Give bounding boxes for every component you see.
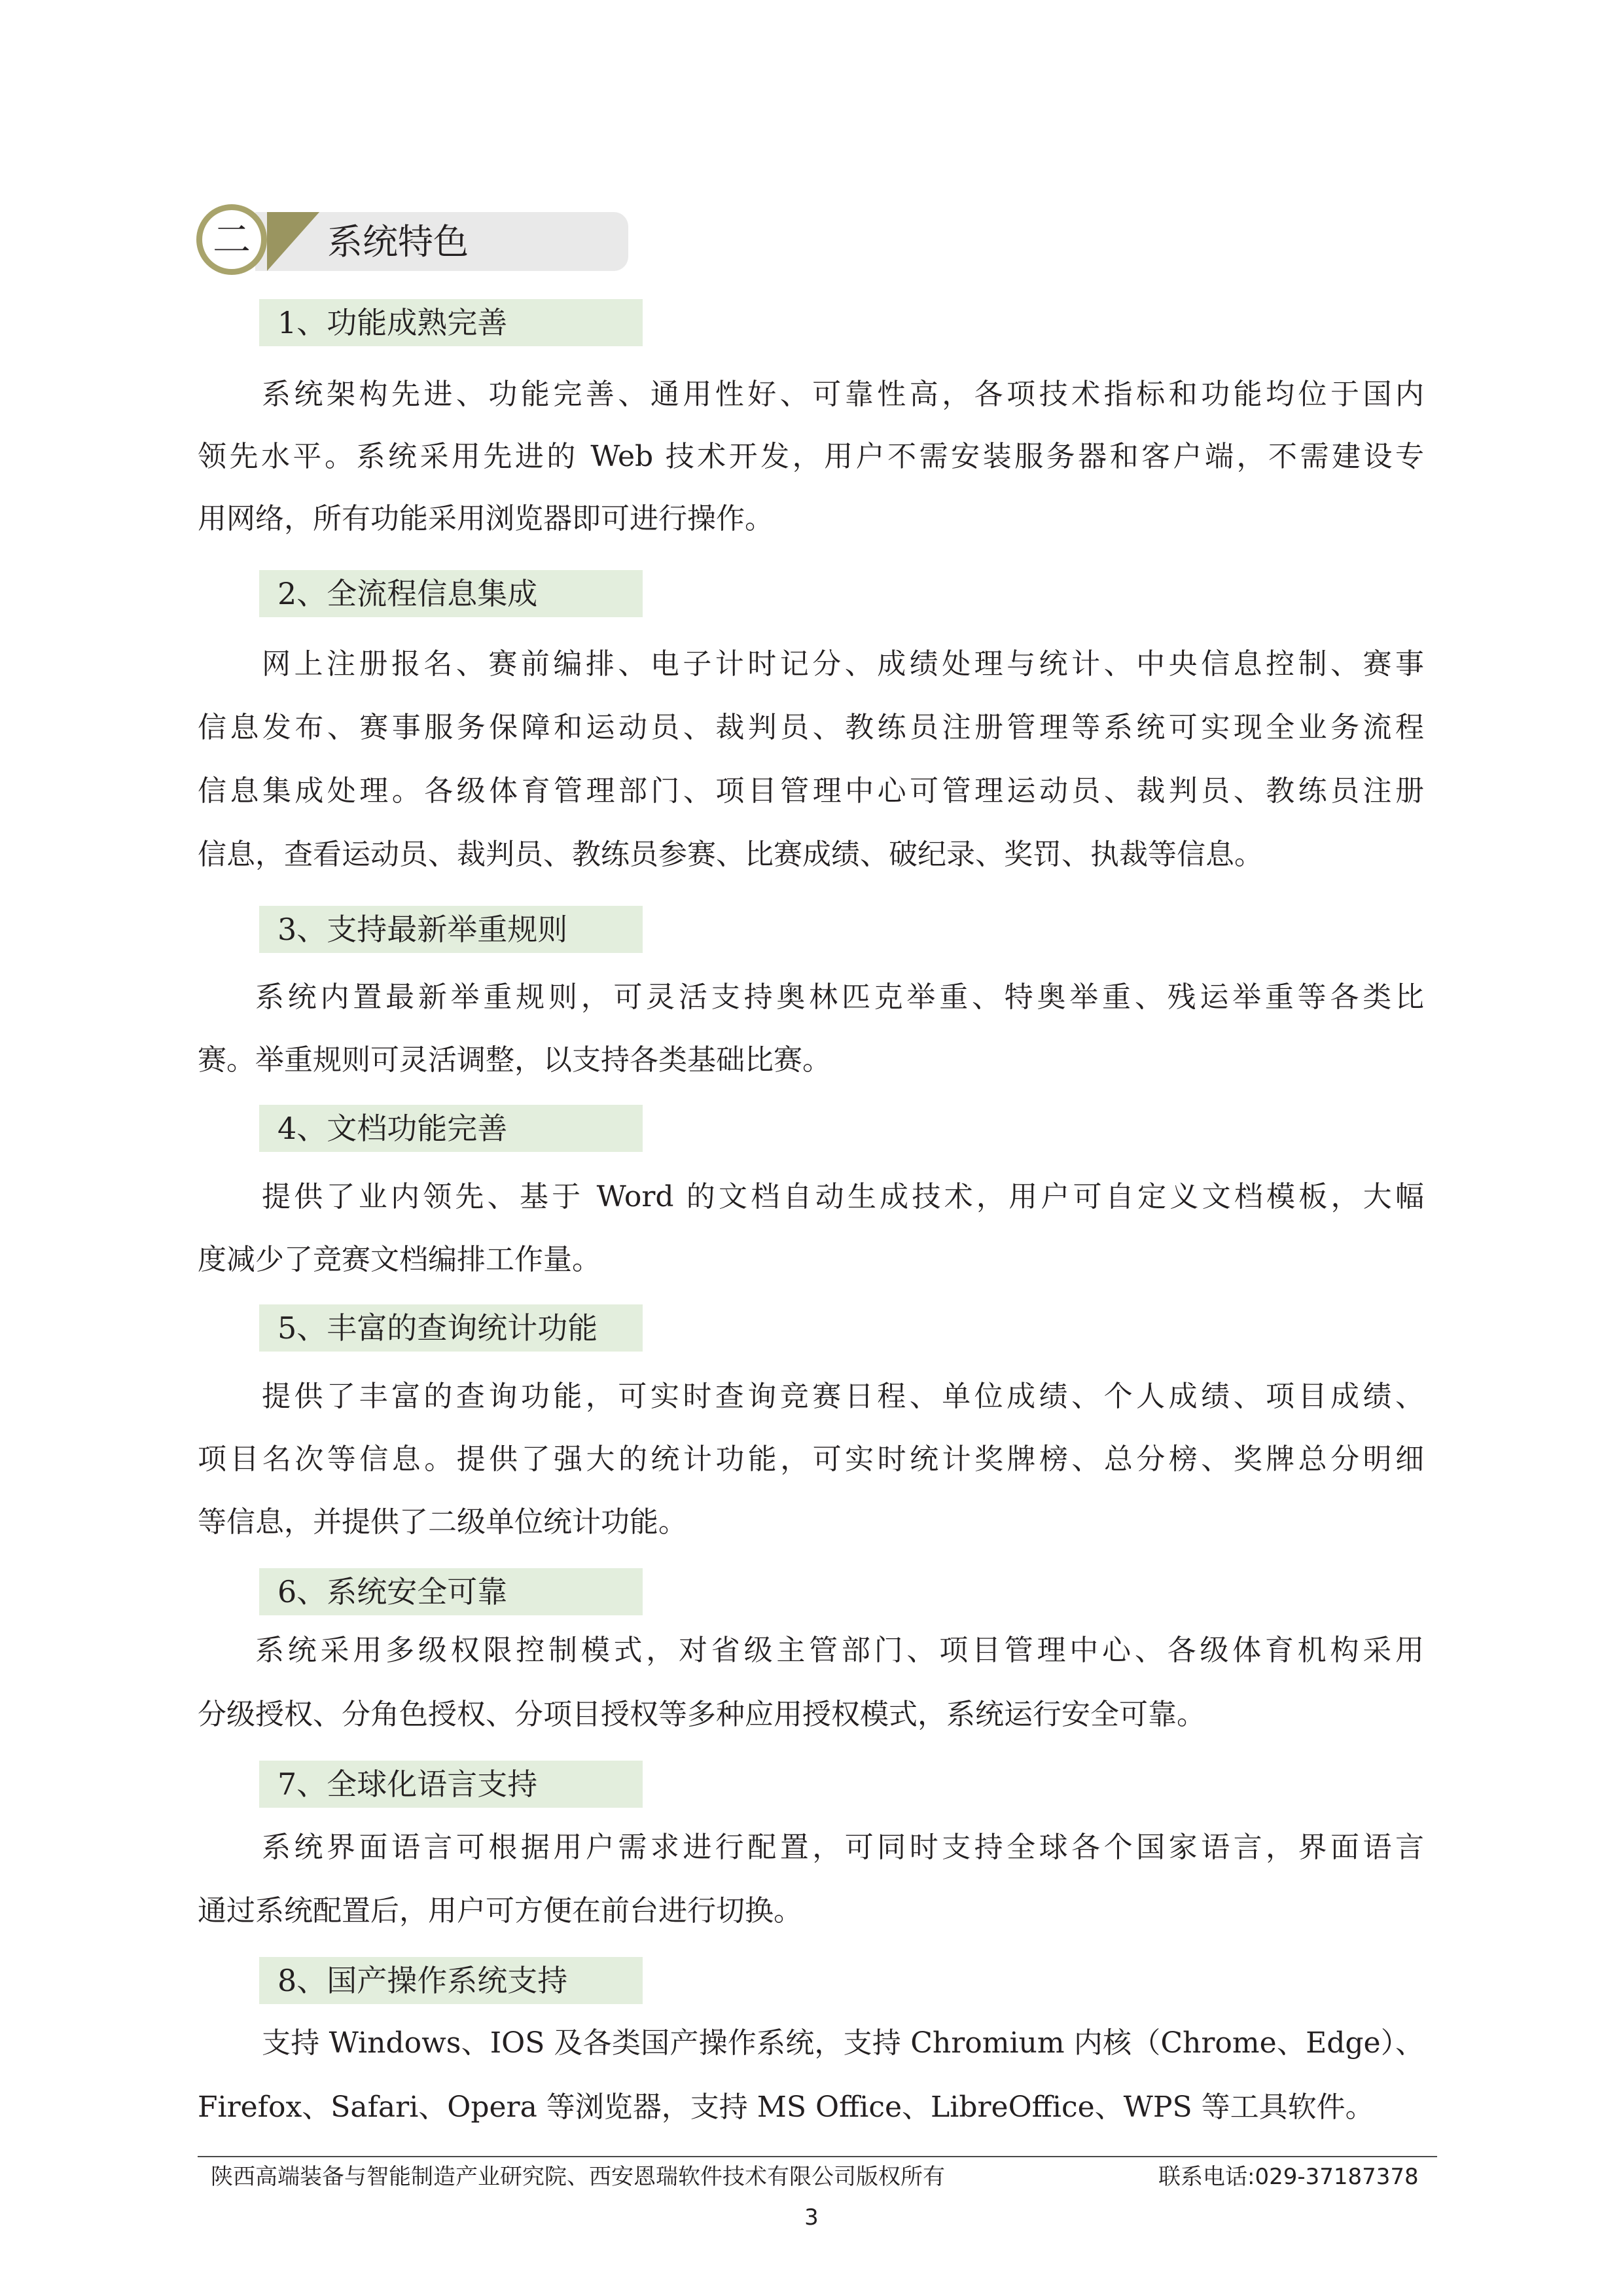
paragraph-line: 系统架构先进、功能完善、通用性好、可靠性高，各项技术指标和功能均位于国内 <box>262 378 1424 411</box>
paragraph-line: 系统采用多级权限控制模式，对省级主管部门、项目管理中心、各级体育机构采用 <box>255 1634 1424 1667</box>
subheading-4: 4、文档功能完善 <box>259 1105 643 1152</box>
paragraph-line: 领先水平。系统采用先进的 Web 技术开发，用户不需安装服务器和客户端，不需建设专 <box>198 440 1424 473</box>
paragraph-line: 信息，查看运动员、裁判员、教练员参赛、比赛成绩、破纪录、奖罚、执裁等信息。 <box>198 838 1263 871</box>
paragraph-line: 支持 Windows、IOS 及各类国产操作系统，支持 Chromium 内核（Chrome、Edge）、 <box>262 2026 1424 2060</box>
section-number: 二 <box>212 217 251 262</box>
paragraph-line: 网上注册报名、赛前编排、电子计时记分、成绩处理与统计、中央信息控制、赛事 <box>262 647 1424 681</box>
footer-divider <box>198 2156 1437 2157</box>
paragraph-line: 提供了丰富的查询功能，可实时查询竞赛日程、单位成绩、个人成绩、项目成绩、 <box>262 1380 1424 1413</box>
paragraph-line: 信息发布、赛事服务保障和运动员、裁判员、教练员注册管理等系统可实现全业务流程 <box>198 711 1424 744</box>
section-header <box>196 204 628 276</box>
subheading-5: 5、丰富的查询统计功能 <box>259 1304 643 1352</box>
paragraph-line: 用网络，所有功能采用浏览器即可进行操作。 <box>198 502 774 535</box>
paragraph-line: 系统界面语言可根据用户需求进行配置，可同时支持全球各个国家语言，界面语言 <box>262 1831 1424 1864</box>
subheading-1: 1、功能成熟完善 <box>259 299 643 346</box>
subheading-2: 2、全流程信息集成 <box>259 570 643 617</box>
paragraph-line: 通过系统配置后，用户可方便在前台进行切换。 <box>198 1894 802 1928</box>
section-number-badge <box>196 204 267 275</box>
paragraph-line: 等信息，并提供了二级单位统计功能。 <box>198 1505 687 1539</box>
subheading-7: 7、全球化语言支持 <box>259 1761 643 1808</box>
paragraph-line: 系统内置最新举重规则，可灵活支持奥林匹克举重、特奥举重、残运举重等各类比 <box>255 980 1424 1014</box>
footer-contact: 联系电话:029-37187378 <box>1158 2164 1419 2190</box>
paragraph-line: 提供了业内领先、基于 Word 的文档自动生成技术，用户可自定义文档模板，大幅 <box>262 1180 1424 1213</box>
subheading-8: 8、国产操作系统支持 <box>259 1957 643 2004</box>
paragraph-line: 项目名次等信息。提供了强大的统计功能，可实时统计奖牌榜、总分榜、奖牌总分明细 <box>198 1443 1424 1476</box>
section-header-wedge <box>267 212 319 271</box>
subheading-6: 6、系统安全可靠 <box>259 1568 643 1615</box>
footer-copyright: 陕西高端装备与智能制造产业研究院、西安恩瑞软件技术有限公司版权所有 <box>211 2164 945 2190</box>
paragraph-line: 信息集成处理。各级体育管理部门、项目管理中心可管理运动员、裁判员、教练员注册 <box>198 774 1424 808</box>
paragraph-line: 度减少了竞赛文档编排工作量。 <box>198 1243 601 1276</box>
section-title: 系统特色 <box>327 221 469 262</box>
page-number: 3 <box>804 2204 819 2231</box>
paragraph-line: Firefox、Safari、Opera 等浏览器，支持 MS Office、LibreOffice、WPS 等工具软件。 <box>198 2090 1374 2124</box>
subheading-3: 3、支持最新举重规则 <box>259 906 643 953</box>
paragraph-line: 赛。举重规则可灵活调整，以支持各类基础比赛。 <box>198 1043 831 1077</box>
paragraph-line: 分级授权、分角色授权、分项目授权等多种应用授权模式，系统运行安全可靠。 <box>198 1698 1205 1731</box>
